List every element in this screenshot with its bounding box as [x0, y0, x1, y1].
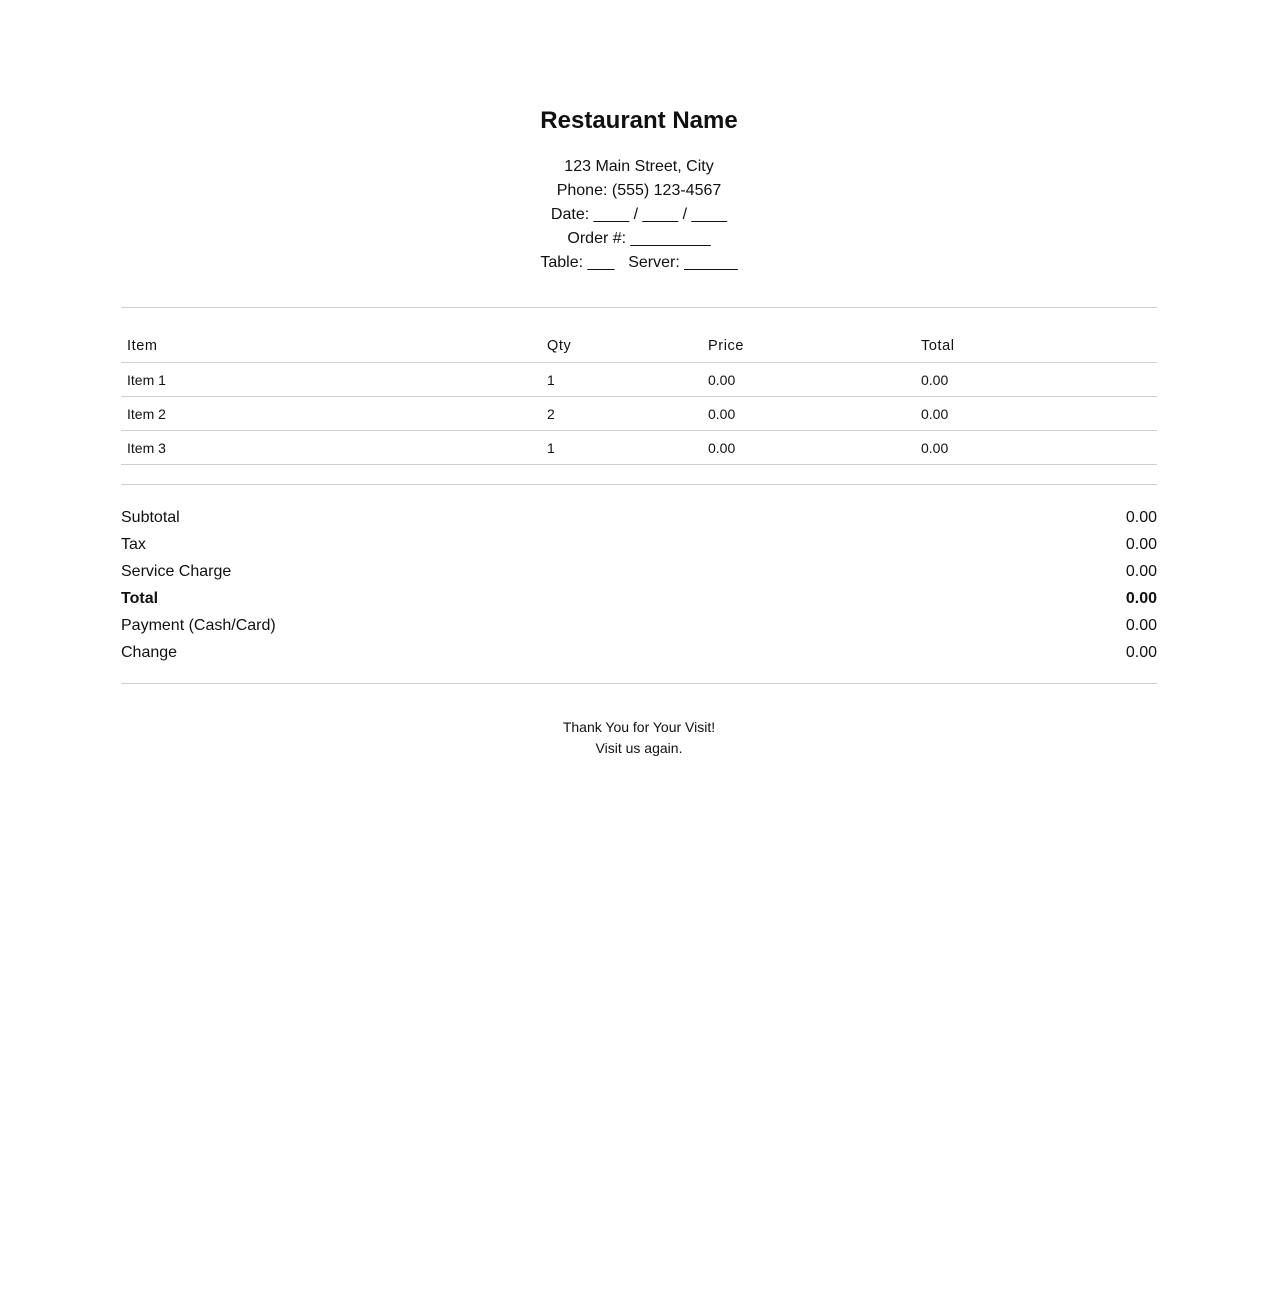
totals-section — [121, 504, 1157, 666]
table-row — [121, 363, 1157, 397]
item-price: 0.00 — [702, 431, 915, 465]
payment-row — [121, 612, 1157, 639]
table-header-row — [121, 330, 1157, 363]
item-qty: 2 — [541, 397, 702, 431]
item-qty: 1 — [541, 363, 702, 397]
total-row — [121, 585, 1157, 612]
thank-you-message: Thank You for Your Visit! — [562, 719, 716, 735]
column-header-total: Total — [915, 330, 1157, 363]
item-name: Item 2 — [121, 397, 541, 431]
item-total: 0.00 — [915, 431, 1157, 465]
service-charge-value: 0.00 — [1125, 563, 1157, 580]
subtotal-row — [121, 504, 1157, 531]
item-total: 0.00 — [915, 363, 1157, 397]
service-charge-row — [121, 558, 1157, 585]
table-number: Table: ___ — [540, 254, 615, 271]
total-value: 0.00 — [1125, 590, 1157, 607]
order-number: Order #: _________ — [567, 230, 711, 247]
column-header-qty: Qty — [541, 330, 702, 363]
date: Date: ____ / ____ / ____ — [550, 206, 728, 223]
receipt-footer — [121, 717, 1157, 759]
divider — [121, 484, 1157, 485]
item-name: Item 3 — [121, 431, 541, 465]
table-row — [121, 431, 1157, 465]
address: 123 Main Street, City — [564, 158, 714, 175]
service-charge-label: Service Charge — [121, 563, 232, 580]
items-table — [121, 330, 1157, 465]
tax-value: 0.00 — [1125, 536, 1157, 553]
change-value: 0.00 — [1125, 644, 1157, 661]
item-name: Item 1 — [121, 363, 541, 397]
payment-value: 0.00 — [1125, 617, 1157, 634]
change-row — [121, 639, 1157, 666]
phone: Phone: (555) 123-4567 — [556, 182, 722, 199]
item-price: 0.00 — [702, 397, 915, 431]
receipt-info — [121, 155, 1157, 275]
visit-again-message: Visit us again. — [595, 740, 683, 756]
item-total: 0.00 — [915, 397, 1157, 431]
server-name: Server: ______ — [628, 254, 738, 271]
item-price: 0.00 — [702, 363, 915, 397]
tax-label: Tax — [121, 536, 146, 553]
change-label: Change — [121, 644, 178, 661]
column-header-price: Price — [702, 330, 915, 363]
subtotal-label: Subtotal — [121, 509, 180, 526]
restaurant-name: Restaurant Name — [540, 107, 738, 134]
divider — [121, 307, 1157, 308]
divider — [121, 683, 1157, 684]
receipt — [121, 0, 1157, 759]
payment-label: Payment (Cash/Card) — [121, 617, 276, 634]
tax-row — [121, 531, 1157, 558]
table-row — [121, 397, 1157, 431]
total-label: Total — [121, 590, 159, 607]
subtotal-value: 0.00 — [1125, 509, 1157, 526]
column-header-item: Item — [121, 330, 541, 363]
table-server-line — [121, 251, 1157, 275]
item-qty: 1 — [541, 431, 702, 465]
